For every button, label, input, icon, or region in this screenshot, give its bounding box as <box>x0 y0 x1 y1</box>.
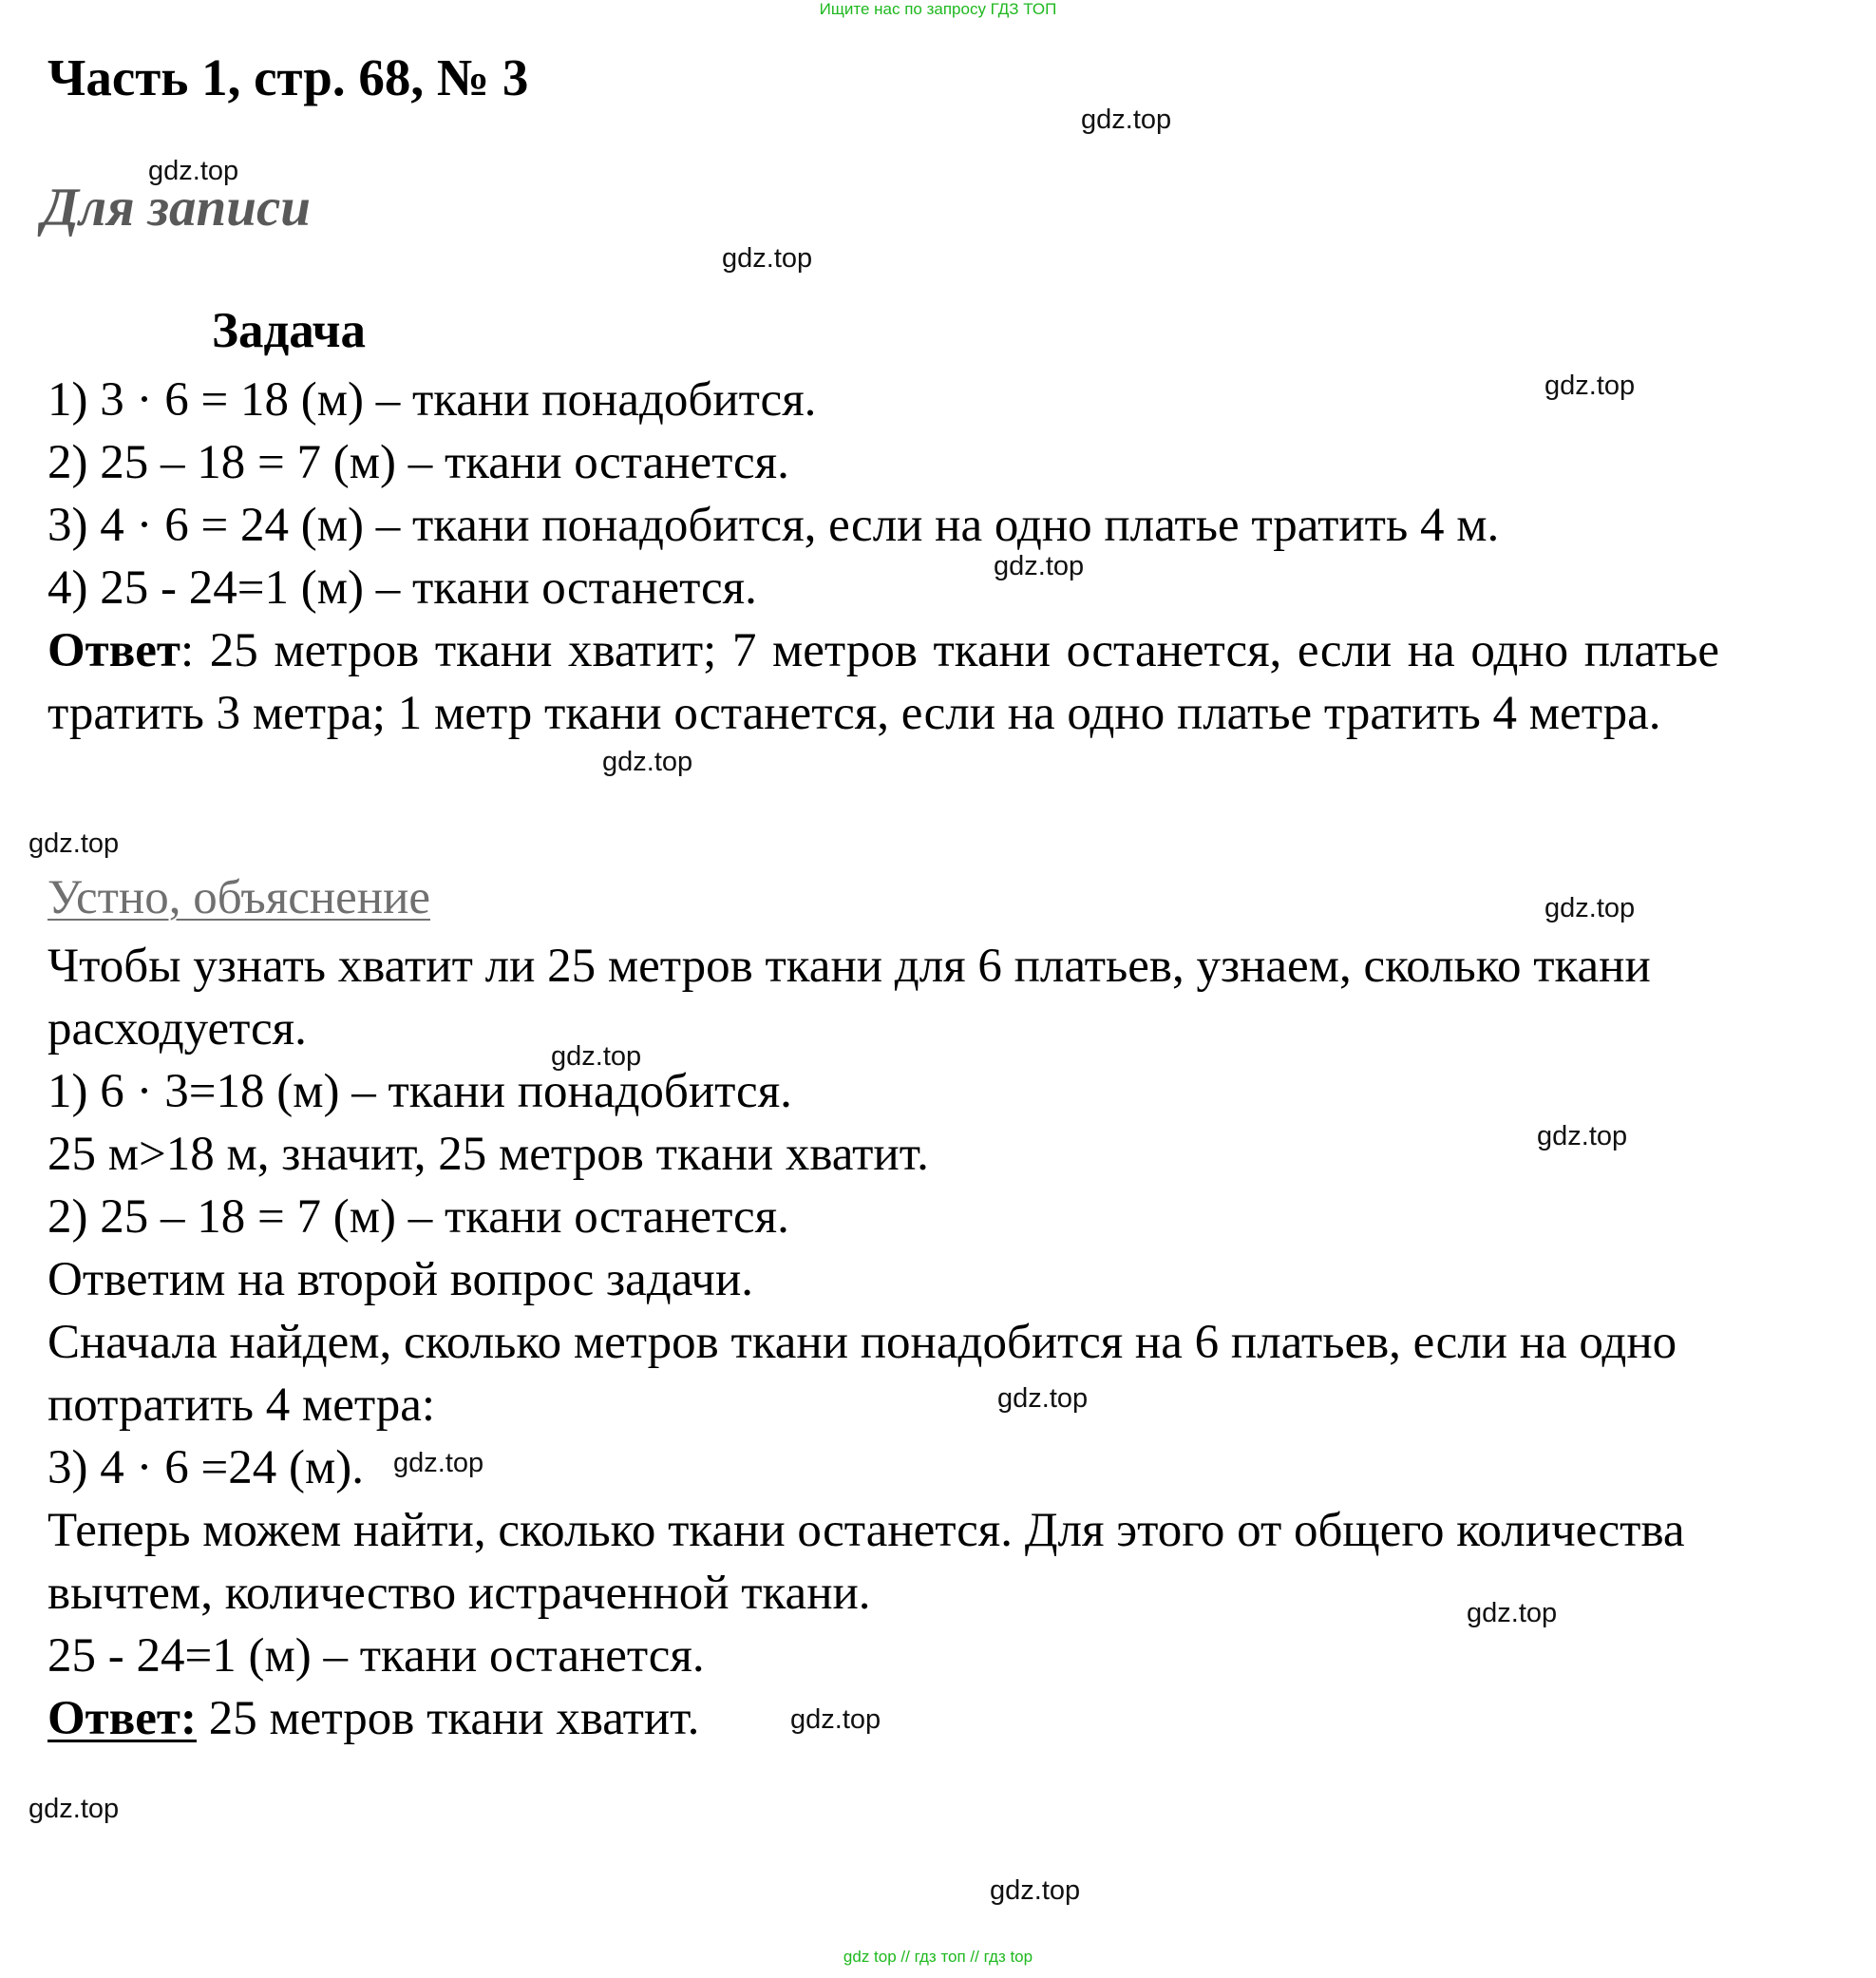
watermark: gdz.top <box>722 243 813 274</box>
oral-answer-text: 25 метров ткани хватит. <box>196 1692 700 1745</box>
watermark: gdz.top <box>393 1448 484 1478</box>
task-step-4: 4) 25 - 24=1 (м) – ткани останется. <box>47 561 757 615</box>
footer-links: gdz top // гдз топ // гдз top <box>843 1948 1033 1966</box>
task-step-1: 1) 3 · 6 = 18 (м) – ткани понадобится. <box>47 373 817 427</box>
watermark: gdz.top <box>790 1704 881 1735</box>
oral-answer <box>47 1687 699 1750</box>
oral-answer-label: Ответ: <box>47 1692 197 1745</box>
oral-step-2: 2) 25 – 18 = 7 (м) – ткани останется. <box>47 1190 789 1244</box>
watermark: gdz.top <box>1467 1598 1558 1628</box>
oral-step-4: 25 - 24=1 (м) – ткани останется. <box>47 1629 705 1683</box>
oral-second-question: Ответим на второй вопрос задачи. <box>47 1253 753 1306</box>
task-answer-label: Ответ <box>47 624 180 677</box>
oral-first-find: Сначала найдем, сколько метров ткани понадобится на 6 платьев, если на одно потратить 4 метра: <box>47 1316 1677 1432</box>
task-step-2: 2) 25 – 18 = 7 (м) – ткани останется. <box>47 436 789 489</box>
task-step-3: 3) 4 · 6 = 24 (м) – ткани понадобится, если на одно платье тратить 4 м. <box>47 499 1500 552</box>
watermark: gdz.top <box>994 551 1085 581</box>
task-answer-text: : 25 метров ткани хватит; 7 метров ткани останется, если на одно платье тратить 3 метра; 1 метр ткани останется, если на одно платье тратить 4 метра. <box>47 624 1719 740</box>
watermark: gdz.top <box>551 1041 642 1072</box>
watermark: gdz.top <box>1544 893 1636 923</box>
record-heading: Для записи <box>42 178 311 238</box>
page-title: Часть 1, стр. 68, № 3 <box>47 48 529 106</box>
oral-compare: 25 м>18 м, значит, 25 метров ткани хватит. <box>47 1128 929 1181</box>
watermark: gdz.top <box>1081 105 1172 135</box>
watermark: gdz.top <box>148 156 239 186</box>
oral-now-find: Теперь можем найти, сколько ткани останется. Для этого от общего количества вычтем, количество истраченной ткани. <box>47 1504 1685 1620</box>
watermark: gdz.top <box>1537 1121 1628 1151</box>
oral-heading: Устно, объяснение <box>47 871 430 924</box>
task-heading: Задача <box>212 303 367 358</box>
watermark: gdz.top <box>997 1383 1089 1414</box>
watermark: gdz.top <box>28 1794 120 1824</box>
oral-intro: Чтобы узнать хватит ли 25 метров ткани для 6 платьев, узнаем, сколько ткани расходуется. <box>47 940 1651 1056</box>
oral-step-1: 1) 6 · 3=18 (м) – ткани понадобится. <box>47 1065 792 1118</box>
watermark: gdz.top <box>990 1875 1081 1906</box>
top-banner: Ищите нас по запросу ГДЗ ТОП <box>819 0 1057 18</box>
watermark: gdz.top <box>602 747 693 777</box>
watermark: gdz.top <box>28 828 120 859</box>
watermark: gdz.top <box>1544 371 1636 401</box>
oral-step-3: 3) 4 · 6 =24 (м). <box>47 1441 364 1494</box>
task-answer <box>47 619 1719 745</box>
